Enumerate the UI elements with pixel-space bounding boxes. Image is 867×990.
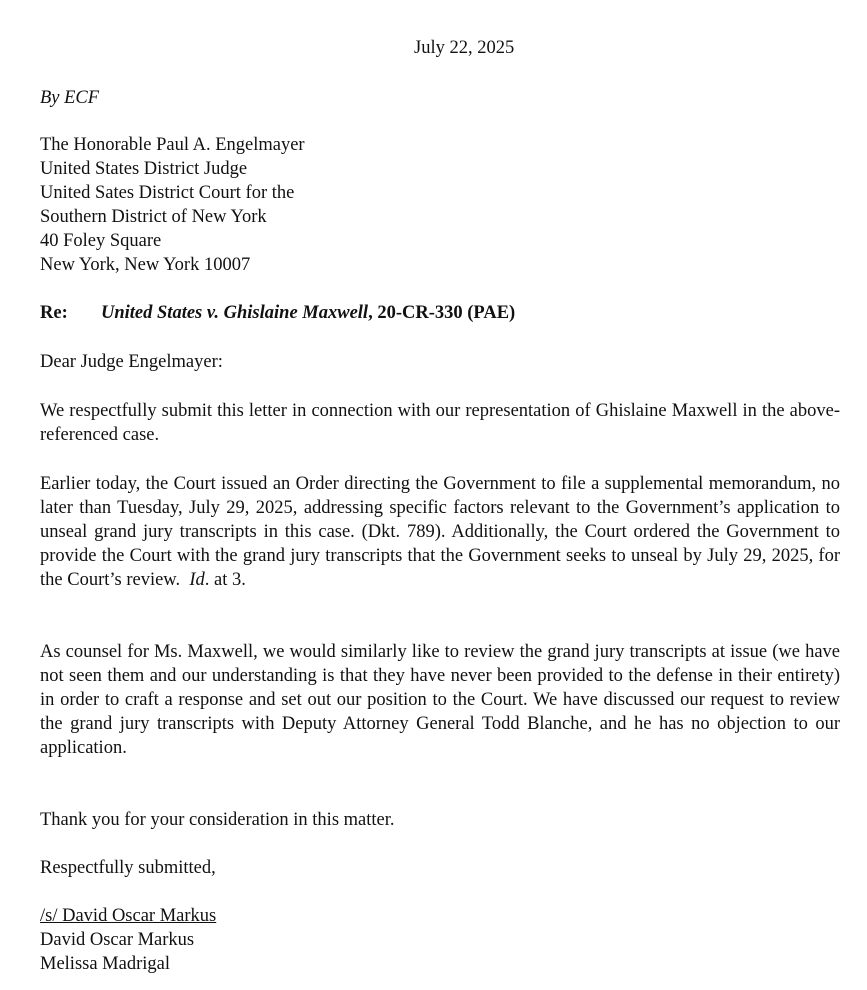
recipient-address-block xyxy=(40,133,305,277)
signature-block xyxy=(40,904,216,976)
recipient-line: Southern District of New York xyxy=(40,207,267,227)
body-paragraph xyxy=(40,472,840,592)
salutation: Dear Judge Engelmayer: xyxy=(40,352,223,372)
paragraph-text: Earlier today, the Court issued an Order directing the Government to file a supplemental memorandum, no later than Tuesday, July 29, 2025, addressing specific factors relevant to the Government’s application to unseal grand jury transcripts in this case. (Dkt. 789). Additionally, the Court ordered the Government to provide the Court with the grand jury transcripts that the Government seeks to unseal by July 29, 2025, for the Court’s review. xyxy=(40,474,840,590)
recipient-line: United States District Judge xyxy=(40,159,248,179)
delivery-method: By ECF xyxy=(40,88,100,108)
electronic-signature: /s/ David Oscar Markus xyxy=(40,906,217,926)
body-paragraph: Thank you for your consideration in this matter. xyxy=(40,810,395,830)
signatory-name: David Oscar Markus xyxy=(40,930,195,950)
signatory-name: Melissa Madrigal xyxy=(40,954,170,974)
recipient-line: The Honorable Paul A. Engelmayer xyxy=(40,135,305,155)
recipient-line: United Sates District Court for the xyxy=(40,183,295,203)
closing: Respectfully submitted, xyxy=(40,858,216,878)
re-line xyxy=(40,301,515,325)
case-name: United States v. Ghislaine Maxwell xyxy=(101,303,369,323)
case-number: , 20-CR-330 (PAE) xyxy=(368,303,516,323)
recipient-line: New York, New York 10007 xyxy=(40,255,251,275)
body-paragraph: We respectfully submit this letter in connection with our representation of Ghislaine Maxwell in the above-referenced case. xyxy=(40,401,840,445)
citation-id: Id xyxy=(189,570,205,590)
re-label: Re: xyxy=(40,303,68,323)
recipient-line: 40 Foley Square xyxy=(40,231,162,251)
citation-pin: . at 3. xyxy=(204,570,246,590)
body-paragraph: As counsel for Ms. Maxwell, we would similarly like to review the grand jury transcripts at issue (we have not seen them and our understanding is that they have never been provided to the defense in their entirety) in order to craft a response and set out our position to the Court. We have discussed our request to review the grand jury transcripts with Deputy Attorney General Todd Blanche, and he has no objection to our application. xyxy=(40,642,840,758)
letter-date: July 22, 2025 xyxy=(414,38,515,58)
